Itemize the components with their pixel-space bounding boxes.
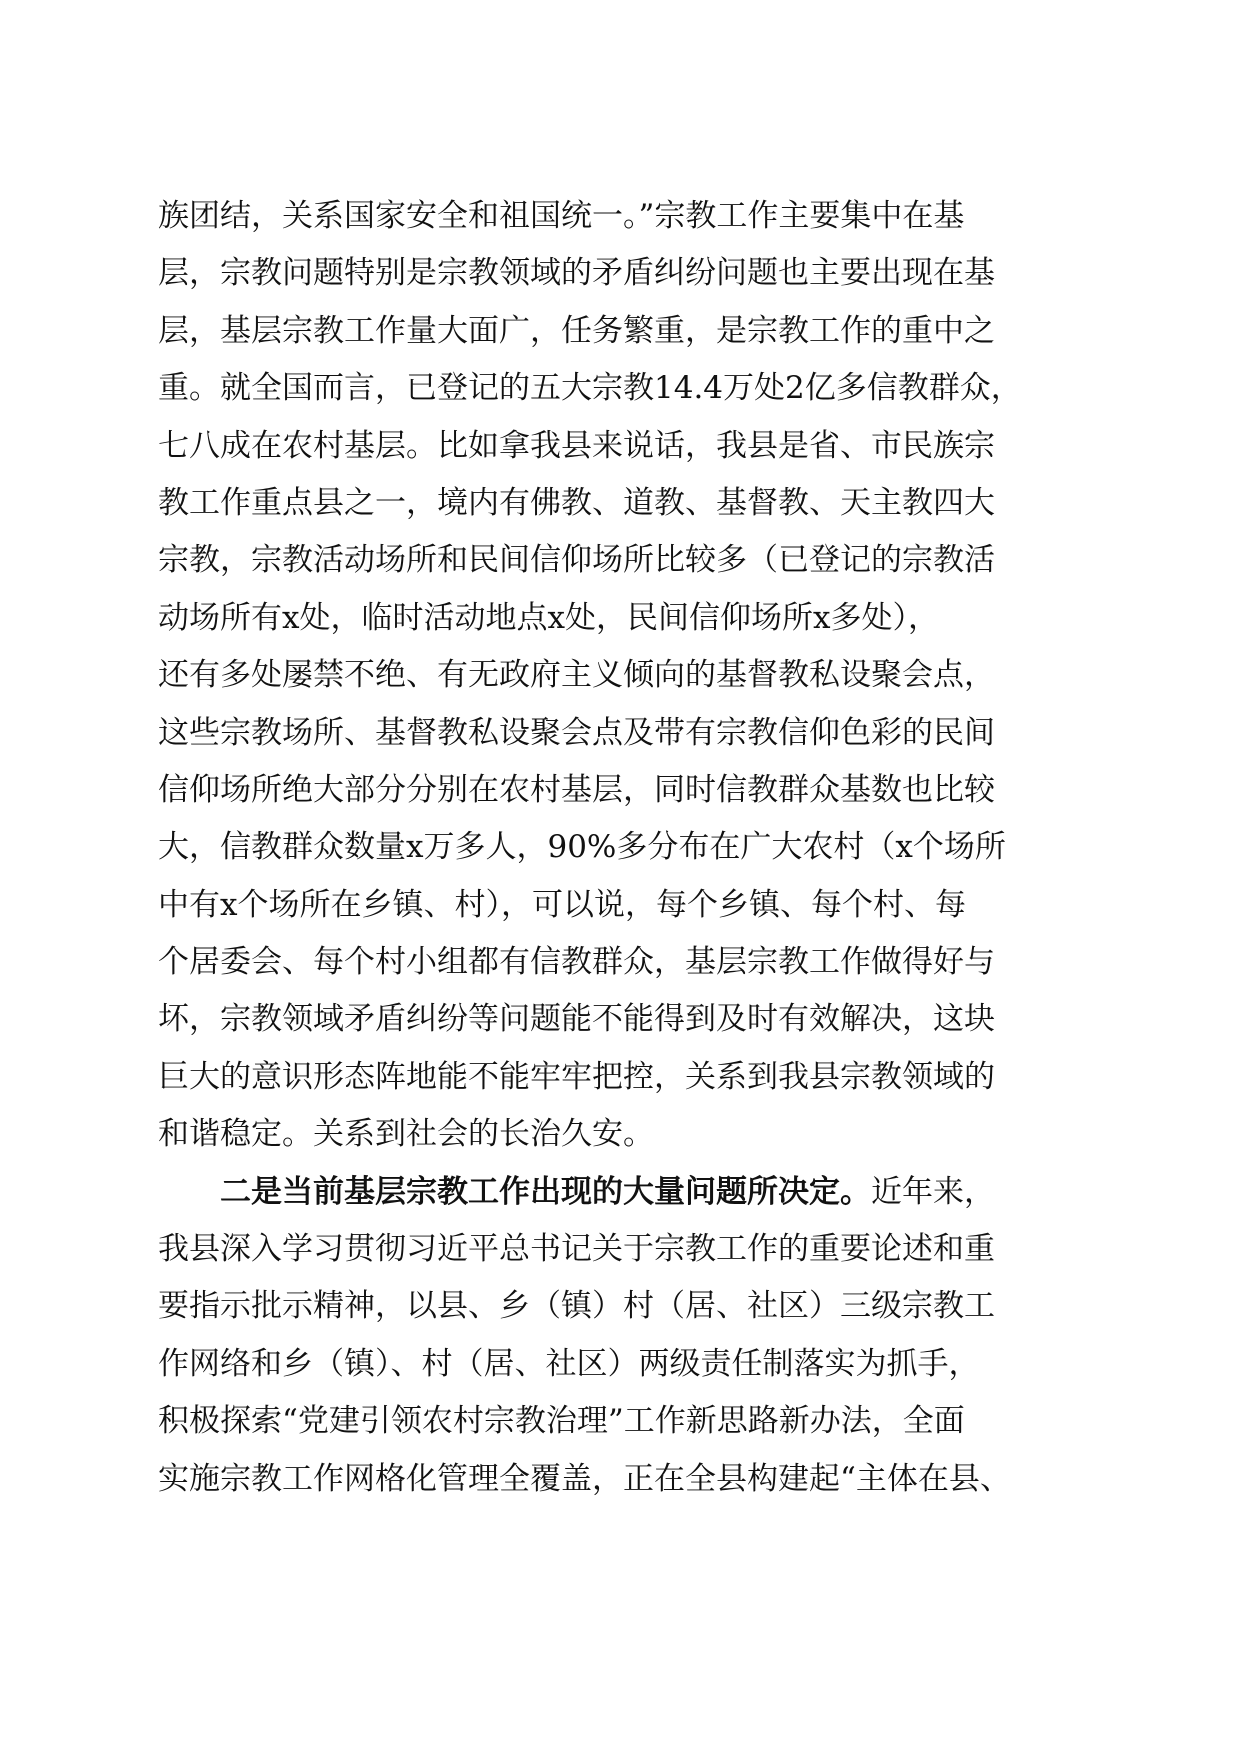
- text-line: 巨大的意识形态阵地能不能牢牢把控，关系到我县宗教领域的: [158, 1058, 995, 1095]
- body-text: [158, 188, 1098, 1508]
- text-run: 近年来，: [871, 1173, 995, 1210]
- text-line: 动场所有x处，临时活动地点x处，民间信仰场所x多处），: [158, 599, 939, 636]
- text-line: 族团结，关系国家安全和祖国统一。”宗教工作主要集中在基: [158, 198, 965, 234]
- text-line: 实施宗教工作网格化管理全覆盖，正在全县构建起“主体在县、: [158, 1460, 1011, 1497]
- text-line: 中有x个场所在乡镇、村），可以说，每个乡镇、每个村、每: [158, 886, 966, 923]
- text-line: 层，宗教问题特别是宗教领域的矛盾纠纷问题也主要出现在基: [158, 255, 995, 292]
- text-line: 和谐稳定。关系到社会的长治久安。: [158, 1116, 654, 1153]
- text-line: 坏，宗教领域矛盾纠纷等问题能不能得到及时有效解决，这块: [158, 1001, 995, 1038]
- text-line: 大，信教群众数量x万多人，90%多分布在广大农村（x个场所: [158, 829, 1006, 866]
- text-line: 要指示批示精神，以县、乡（镇）村（居、社区）三级宗教工: [158, 1288, 995, 1325]
- text-line: 这些宗教场所、基督教私设聚会点及带有宗教信仰色彩的民间: [158, 714, 995, 751]
- text-line: 我县深入学习贯彻习近平总书记关于宗教工作的重要论述和重: [158, 1231, 995, 1268]
- text-line: 层，基层宗教工作量大面广，任务繁重，是宗教工作的重中之: [158, 312, 995, 349]
- paragraph-heading: 二是当前基层宗教工作出现的大量问题所决定。: [220, 1173, 871, 1210]
- text-line: 还有多处屡禁不绝、有无政府主义倾向的基督教私设聚会点，: [158, 657, 995, 694]
- text-line: 重。就全国而言，已登记的五大宗教14.4万处2亿多信教群众，: [158, 370, 1022, 407]
- text-line: 教工作重点县之一，境内有佛教、道教、基督教、天主教四大: [158, 484, 995, 521]
- text-line: 积极探索“党建引领农村宗教治理”工作新思路新办法，全面: [158, 1403, 965, 1440]
- text-line: 七八成在农村基层。比如拿我县来说话，我县是省、市民族宗: [158, 427, 995, 464]
- text-line: 信仰场所绝大部分分别在农村基层，同时信教群众基数也比较: [158, 771, 995, 808]
- text-line: 作网络和乡（镇）、村（居、社区）两级责任制落实为抓手，: [158, 1345, 980, 1382]
- text-line: 宗教，宗教活动场所和民间信仰场所比较多（已登记的宗教活: [158, 542, 995, 579]
- paragraph-2-first-line: [158, 1164, 1098, 1221]
- text-line: 个居委会、每个村小组都有信教群众，基层宗教工作做得好与: [158, 944, 995, 981]
